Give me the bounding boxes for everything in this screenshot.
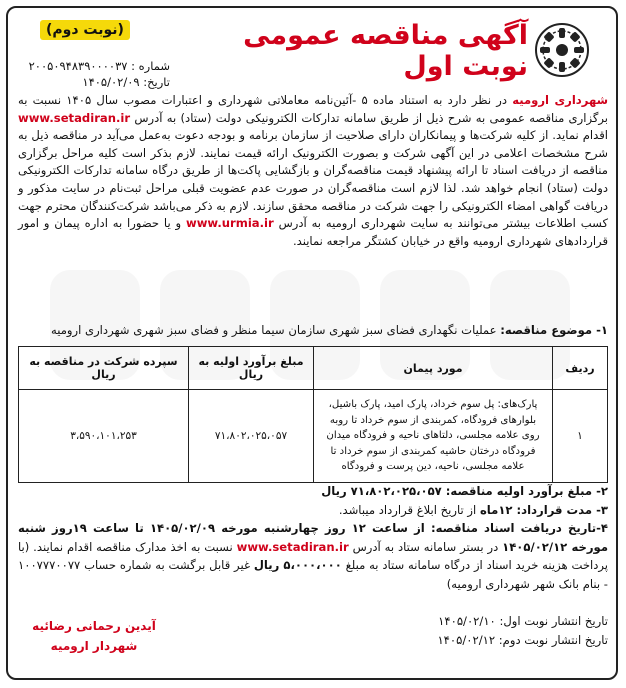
signer-name: آیدین رحمانی رضائیه — [32, 619, 156, 633]
receipt-end: غیر قابل برگشت به شماره حساب ۱۰۰۷۷۷۰۰۷۷ - بنام بانک شهر شهرداری ارومیه) — [18, 558, 608, 591]
notice-title: آگهی مناقصه عمومی نوبت اول — [243, 20, 528, 82]
duration-value: ۱۲ماه — [479, 502, 517, 517]
date-label: تاریخ: — [143, 75, 170, 89]
duration-note: از تاریخ ابلاغ قرارداد میباشد. — [338, 502, 480, 517]
receipt-rest: نسبت به اخذ مدارک مناقصه اقدام نمایند. (با پرداخت هزینه خرید اسناد از درگاه سامانه ستاد به مبلغ — [18, 539, 608, 572]
urmia-link[interactable]: www.urmia.ir — [185, 216, 274, 231]
fee-amount: ۵،۰۰۰،۰۰۰ ریال — [253, 558, 342, 572]
duration-label: ۳- مدت قرارداد: — [516, 502, 608, 517]
row-estimate: ۷۱،۸۰۲،۰۲۵،۰۵۷ — [189, 390, 314, 483]
column-header-estimate: مبلغ برآورد اولیه به ریال — [189, 347, 314, 390]
receipt-value: از ساعت ۱۲ روز چهارشنبه مورخه ۱۴۰۵/۰۲/۰۹ تا ساعت ۱۹روز شنبه مورخه ۱۴۰۵/۰۲/۱۲ — [18, 521, 609, 554]
row-index: ۱ — [553, 390, 608, 483]
second-publication-label: تاریخ انتشار نوبت دوم: — [498, 633, 608, 647]
tender-items — [18, 482, 608, 593]
first-publication — [318, 612, 608, 631]
first-publication-label: تاریخ انتشار نوبت اول: — [499, 614, 608, 628]
body-text: اقدام نماید. از کلیه شرکت‌ها و پیمانکاران دارای صلاحیت از سازمان برنامه و بودجه دعوت به‌عمل می‌آید در مناقصه ذیل به شرح مشخصات اعلامی در این آگهی شرکت و بصورت الکترونیک ارائه قیمت نمایند. لازم بذکر است کلیه مراحل برگزاری مناقصه از دریافت اسناد تا ارائه پیشنهاد قیمت مناقصه‌گران و بازگشایی پاکت‌ها از طریق درگاه سامانه تدارکات الکترونیکی دولت (ستاد) انجام خواهد شد. لذا لازم است مناقصه‌گران در صورت عدم عضویت قبلی مراحل ثبت‌نام در سایت مذکور و دریافت گواهی امضاء الکترونیکی را جهت شرکت در مناقصه محقق سازند. لازم به ذکر می‌باشد شرکت‌کنندگان محترم جهت کسب اطلاعات بیشتر می‌توانند به سایت شهرداری ارومیه به آدرس — [18, 128, 608, 231]
receipt-link[interactable]: www.setadiran.ir — [236, 539, 349, 554]
reference-number — [20, 58, 170, 74]
date-value: ۱۴۰۵/۰۲/۰۹ — [82, 75, 140, 89]
setad-link[interactable]: www.setadiran.ir — [18, 110, 131, 125]
body-end-text: و یا حضورا به اداره پیمان و امور قراردادهای شهرداری ارومیه واقع در خیابان کشتگر مراجعه نمایند. — [18, 216, 608, 248]
signer-role: شهردار ارومیه — [50, 639, 138, 653]
amount-value: ۷۱،۸۰۲،۰۲۵،۰۵۷ ریال — [321, 484, 446, 498]
column-header-contract: مورد پیمان — [314, 347, 553, 390]
second-round-badge: (نوبت دوم) — [40, 20, 130, 40]
intro-text: در نظر دارد به استناد ماده ۵ -آئین‌نامه معاملاتی شهرداری و اعتبارات مصوب سال ۱۴۰۵ نسبت به برگزاری مناقصه عمومی به شرح ذیل از طریق سامانه تدارکات الکترونیکی دولت (ستاد) به آدرس — [18, 93, 608, 125]
table-row — [19, 390, 608, 483]
number-value: ۲۰۰۵۰۹۴۸۳۹۰۰۰۰۳۷ — [28, 59, 128, 73]
subject-label: ۱- موضوع مناقصه: — [500, 323, 608, 337]
second-publication-value: ۱۴۰۵/۰۲/۱۲ — [437, 633, 499, 647]
receipt-label: ۴-تاریخ دریافت اسناد مناقصه: — [430, 521, 608, 535]
signature-block — [24, 616, 164, 656]
reference-date — [20, 74, 170, 90]
receipt-text: در بستر سامانه ستاد به آدرس — [348, 539, 503, 554]
tender-table — [18, 346, 608, 483]
publication-dates — [318, 612, 608, 650]
tender-subject — [18, 322, 608, 339]
notice-body — [18, 92, 608, 250]
column-header-deposit: سپرده شرکت در مناقصه به ریال — [19, 347, 189, 390]
column-header-index: ردیف — [553, 347, 608, 390]
item-amount — [18, 482, 608, 501]
first-publication-value: ۱۴۰۵/۰۲/۱۰ — [438, 614, 500, 628]
reference-block — [20, 58, 170, 90]
row-deposit: ۳،۵۹۰،۱۰۱،۲۵۳ — [19, 390, 189, 483]
amount-label: ۲- مبلغ برآورد اولیه مناقصه: — [445, 484, 608, 498]
subject-text: عملیات نگهداری فضای سبز شهری سازمان سیما منظر و فضای سبز شهری شهرداری ارومیه — [50, 323, 501, 337]
municipality-seal-icon — [534, 22, 590, 78]
second-publication — [318, 631, 608, 650]
item-duration — [18, 501, 608, 520]
organization-name: شهرداری ارومیه — [512, 93, 609, 107]
item-receipt — [18, 519, 608, 593]
number-label: شماره : — [131, 59, 170, 73]
row-description: پارک‌های: پل سوم خرداد، پارک امید، پارک باشیل، بلوارهای فرودگاه، کمربندی از سوم خرداد تا روبه روی علامه مجلسی، دلتاهای ناحیه و فرودگاه میدان فرودگاه درختان حاشیه کمربندی از سوم خرداد تا علامه مجلسی، ناحیه، دین پرست و فرودگاه — [314, 390, 553, 483]
